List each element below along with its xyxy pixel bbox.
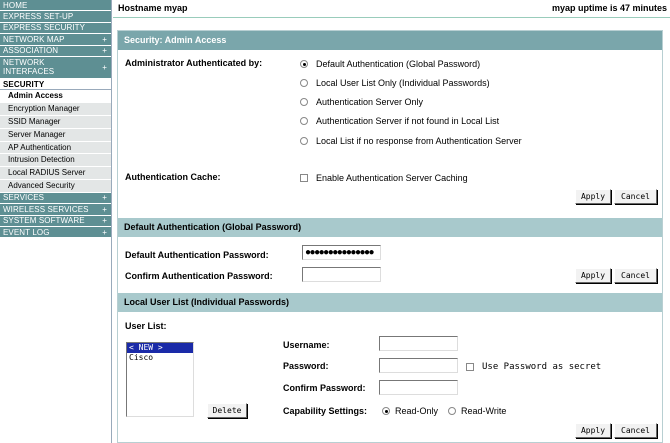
- auth-cache-option[interactable]: [300, 173, 468, 183]
- plus-icon: +: [102, 62, 107, 72]
- nav-system-software[interactable]: [0, 216, 111, 227]
- nav-network-map[interactable]: [0, 34, 111, 45]
- auth-option-local-if-no-response[interactable]: [300, 136, 522, 146]
- auth-option-server-if-not-found[interactable]: [300, 116, 499, 126]
- user-list-label: User List:: [125, 321, 167, 331]
- top-bar: [113, 0, 670, 18]
- section-title-admin-access: Security: Admin Access: [118, 31, 662, 50]
- nav-label: SERVICES: [3, 193, 45, 203]
- radio-icon[interactable]: [448, 407, 456, 415]
- sub-advanced-security[interactable]: Advanced Security: [0, 180, 111, 193]
- option-label: Read-Write: [461, 406, 507, 416]
- auth-option-server-only[interactable]: [300, 97, 423, 107]
- option-label: Authentication Server if not found in Local List: [316, 116, 500, 126]
- header-divider: [113, 17, 670, 18]
- nav-event-log[interactable]: [0, 227, 111, 238]
- apply-button[interactable]: Apply: [575, 268, 611, 283]
- nav-network-interfaces[interactable]: [0, 57, 111, 79]
- list-item[interactable]: < NEW >: [127, 343, 193, 353]
- auth-by-label: Administrator Authenticated by:: [125, 58, 263, 68]
- option-label: Local List if no response from Authentication Server: [316, 136, 522, 146]
- nav-home[interactable]: [0, 0, 111, 11]
- user-list-box[interactable]: [126, 342, 194, 417]
- cancel-button[interactable]: Cancel: [614, 268, 657, 283]
- default-password-input[interactable]: ●●●●●●●●●●●●●●●: [302, 245, 381, 260]
- apply-button[interactable]: Apply: [575, 189, 611, 204]
- nav-services[interactable]: [0, 193, 111, 204]
- cancel-button[interactable]: Cancel: [614, 423, 657, 438]
- nav-express-security[interactable]: [0, 23, 111, 34]
- checkbox-icon[interactable]: [300, 174, 308, 182]
- default-password-label: Default Authentication Password:: [125, 250, 269, 260]
- nav-label: NETWORK INTERFACES: [3, 58, 55, 77]
- radio-icon[interactable]: [300, 137, 308, 145]
- sub-server-manager[interactable]: Server Manager: [0, 129, 111, 142]
- auth-option-default[interactable]: [300, 59, 480, 69]
- delete-button[interactable]: Delete: [207, 403, 247, 418]
- plus-icon: +: [102, 34, 107, 44]
- apply-button[interactable]: Apply: [575, 423, 611, 438]
- sidebar-nav: [0, 0, 112, 443]
- nav-label: SYSTEM SOFTWARE: [3, 216, 85, 226]
- nav-association[interactable]: [0, 46, 111, 57]
- plus-icon: +: [102, 216, 107, 226]
- nav-label: SECURITY: [3, 79, 45, 89]
- radio-icon[interactable]: [300, 60, 308, 68]
- password-label: Password:: [283, 361, 329, 371]
- nav-wireless-services[interactable]: [0, 204, 111, 215]
- auth-cache-label: Authentication Cache:: [125, 172, 221, 182]
- nav-label: EXPRESS SECURITY: [3, 23, 86, 33]
- section-title-default-auth: Default Authentication (Global Password): [118, 218, 662, 237]
- option-label: Authentication Server Only: [316, 97, 424, 107]
- option-label: Local User List Only (Individual Passwords): [316, 78, 490, 88]
- plus-icon: +: [102, 227, 107, 237]
- username-input[interactable]: [379, 336, 458, 351]
- nav-label: EXPRESS SET-UP: [3, 12, 74, 22]
- sub-intrusion-detection[interactable]: Intrusion Detection: [0, 154, 111, 167]
- section-title-local-user-list: Local User List (Individual Passwords): [118, 293, 662, 312]
- radio-icon[interactable]: [300, 79, 308, 87]
- nav-label: ASSOCIATION: [3, 46, 59, 56]
- auth-option-local-list[interactable]: [300, 78, 490, 88]
- sub-admin-access[interactable]: Admin Access: [0, 90, 111, 103]
- list-item[interactable]: Cisco: [129, 353, 154, 362]
- sub-encryption-manager[interactable]: Encryption Manager: [0, 103, 111, 116]
- uptime-status: myap uptime is 47 minutes: [551, 3, 667, 13]
- nav-security[interactable]: [0, 79, 111, 90]
- use-secret-option[interactable]: [466, 362, 601, 372]
- hostname: Hostname myap: [118, 3, 188, 13]
- plus-icon: +: [102, 46, 107, 56]
- plus-icon: +: [102, 193, 107, 203]
- checkbox-icon[interactable]: [466, 363, 474, 371]
- password-input[interactable]: [379, 358, 458, 373]
- nav-label: NETWORK MAP: [3, 34, 65, 44]
- sub-ssid-manager[interactable]: SSID Manager: [0, 116, 111, 129]
- radio-icon[interactable]: [382, 407, 390, 415]
- nav-label: EVENT LOG: [3, 227, 50, 237]
- confirm-user-password-label: Confirm Password:: [283, 383, 366, 393]
- nav-label: WIRELESS SERVICES: [3, 204, 89, 214]
- cancel-button[interactable]: Cancel: [614, 189, 657, 204]
- admin-access-panel: [117, 30, 663, 443]
- sub-local-radius-server[interactable]: Local RADIUS Server: [0, 167, 111, 180]
- username-label: Username:: [283, 340, 330, 350]
- nav-label: HOME: [3, 0, 28, 10]
- plus-icon: +: [102, 204, 107, 214]
- capability-read-write[interactable]: [448, 406, 506, 416]
- option-label: Default Authentication (Global Password): [316, 59, 481, 69]
- nav-express-setup[interactable]: [0, 11, 111, 22]
- option-label: Use Password as secret: [482, 362, 602, 372]
- confirm-password-input[interactable]: [302, 267, 381, 282]
- capability-label: Capability Settings:: [283, 406, 368, 416]
- radio-icon[interactable]: [300, 117, 308, 125]
- option-label: Read-Only: [395, 406, 439, 416]
- capability-read-only[interactable]: [382, 406, 438, 416]
- radio-icon[interactable]: [300, 98, 308, 106]
- confirm-password-label: Confirm Authentication Password:: [125, 271, 273, 281]
- sub-ap-authentication[interactable]: AP Authentication: [0, 142, 111, 155]
- confirm-user-password-input[interactable]: [379, 380, 458, 395]
- option-label: Enable Authentication Server Caching: [316, 173, 468, 183]
